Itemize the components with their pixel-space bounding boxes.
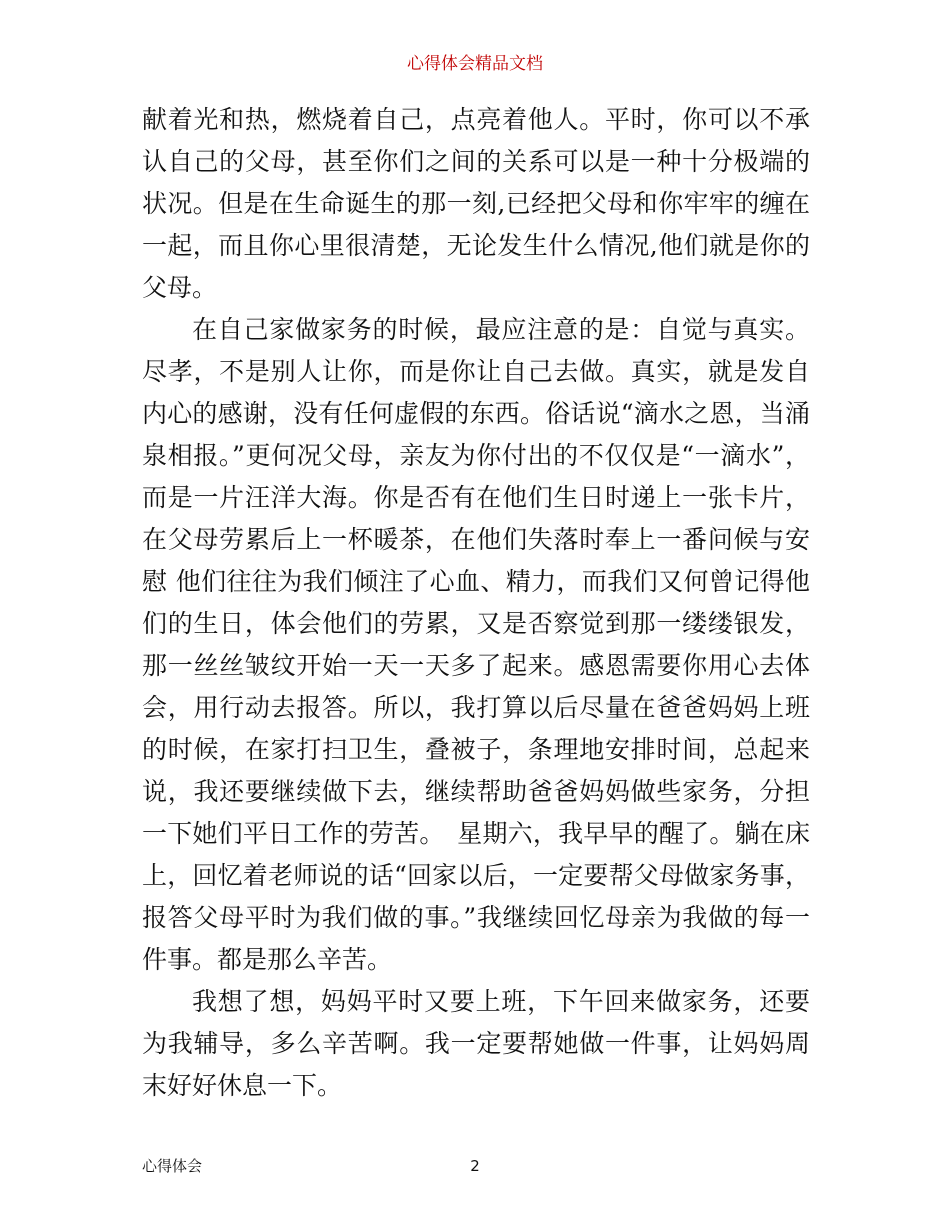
paragraph-3: 我想了想，妈妈平时又要上班，下午回来做家务，还要为我辅导，多么辛苦啊。我一定要帮她做一件事，让妈妈周末好好休息一下。 — [142, 987, 810, 1100]
paragraph-2: 在自己家做家务的时候，最应注意的是：自觉与真实。尽孝，不是别人让你，而是你让自己去做。真实，就是发自内心的感谢，没有任何虚假的东西。俗话说“滴水之恩，当涌泉相报。”更何况父母，亲友为你付出的不仅仅是“一滴水”，而是一片汪洋大海。你是否有在他们生日时递上一张卡片，在父母劳累后上一杯暖茶，在他们失落时奉上一番问候与安慰 他们往往为我们倾注了心血、精力，而我们又何曾记得他们的生日，体会他们的劳累，又是否察觉到那一缕缕银发，那一丝丝皱纹开始一天一天多了起来。感恩需要你用心去体会，用行动去报答。所以，我打算以后尽量在爸爸妈妈上班的时候，在家打扫卫生，叠被子，条理地安排时间，总起来说，我还要继续做下去，继续帮助爸爸妈妈做些家务，分担一下她们平日工作的劳苦。 星期六，我早早的醒了。躺在床上，回忆着老师说的话“回家以后，一定要帮父母做家务事，报答父母平时为我们做的事。”我继续回忆母亲为我做的每一件事。都是那么辛苦。 — [142, 315, 810, 974]
document-body — [142, 99, 810, 1107]
footer-label: 心得体会 — [142, 1157, 203, 1175]
paragraph-1: 献着光和热，燃烧着自己，点亮着他人。平时，你可以不承认自己的父母，甚至你们之间的关系可以是一种十分极端的状况。但是在生命诞生的那一刻,已经把父母和你牢牢的缠在一起，而且你心里很清楚，无论发生什么情况,他们就是你的父母。 — [142, 105, 810, 302]
document-header-title: 心得体会精品文档 — [407, 54, 543, 74]
page-number: 2 — [470, 1157, 480, 1175]
